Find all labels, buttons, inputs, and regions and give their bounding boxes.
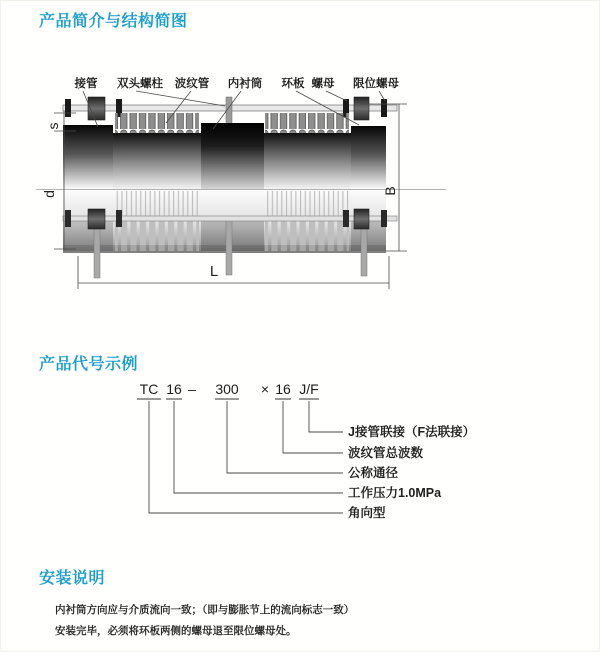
leader-luomu [326,91,347,101]
nut [116,210,122,227]
install-note-line-2: 安装完毕，必须将环板两侧的螺母退至限位螺母处。 [55,625,297,637]
part-label-jieguan: 接管 [74,78,98,90]
section-code-heading: 产品代号示例 [39,356,139,373]
code-explanation-waves: 波纹管总波数 [348,446,424,460]
code-diagram [121,376,491,531]
section-install-heading: 安装说明 [39,570,106,587]
nut [65,99,71,117]
pipe-end-left [63,125,113,189]
dim-label-s: s [45,122,61,130]
code-explanation-pressure: 工作压力1.0MPa [348,486,442,500]
code-part-times: × [260,381,270,397]
part-label-neichentong: 内衬筒 [227,78,263,90]
code-part-type: TC [139,381,159,397]
limit-nut [381,210,387,227]
stud-block [88,209,105,229]
part-label-luomu: 螺母 [311,78,335,90]
part-label-xianweiluomu: 限位螺母 [353,78,399,90]
nut [65,210,71,227]
code-explanation-diameter: 公称通径 [348,466,399,480]
dim-label-L: L [209,263,219,280]
liner-band [201,123,264,189]
bellows-ribs-left [115,113,199,135]
code-part-dash: – [188,381,196,397]
rib-reflections [265,191,349,217]
stud-block [354,97,369,120]
bellows-ribs-right [265,113,349,135]
double-stud-bottom [226,218,232,275]
part-label-bowenguan: 波纹管 [174,78,210,90]
code-part-diameter: 300 [215,381,239,397]
stud-block [354,209,369,229]
body-shell-bottom [63,191,386,253]
install-note-line-1: 内衬筒方向应与介质流向一致；（即与膨胀节上的流向标志一致） [55,604,355,616]
limit-nut [381,99,387,117]
section-intro-heading: 产品简介与结构简图 [39,13,188,30]
code-leader-lines [149,401,343,513]
dim-label-B: B [382,186,398,196]
dim-label-d: d [41,190,57,198]
code-part-connection: J/F [299,381,319,397]
code-part-pressure: 16 [166,381,182,397]
pipe-end-right [351,126,386,189]
code-explanation-type: 角向型 [348,506,386,520]
code-part-waves: 16 [275,381,291,397]
leader-shuangtouluozhu [136,91,225,106]
structure-diagram [26,63,496,303]
part-label-shuangtouluozhu: 双头螺柱 [117,78,163,90]
part-label-huanban: 环板 [281,78,305,90]
rib-reflections [115,191,199,217]
nut [343,210,349,227]
code-explanation-connection: J接管联接（F法联接） [348,425,476,439]
